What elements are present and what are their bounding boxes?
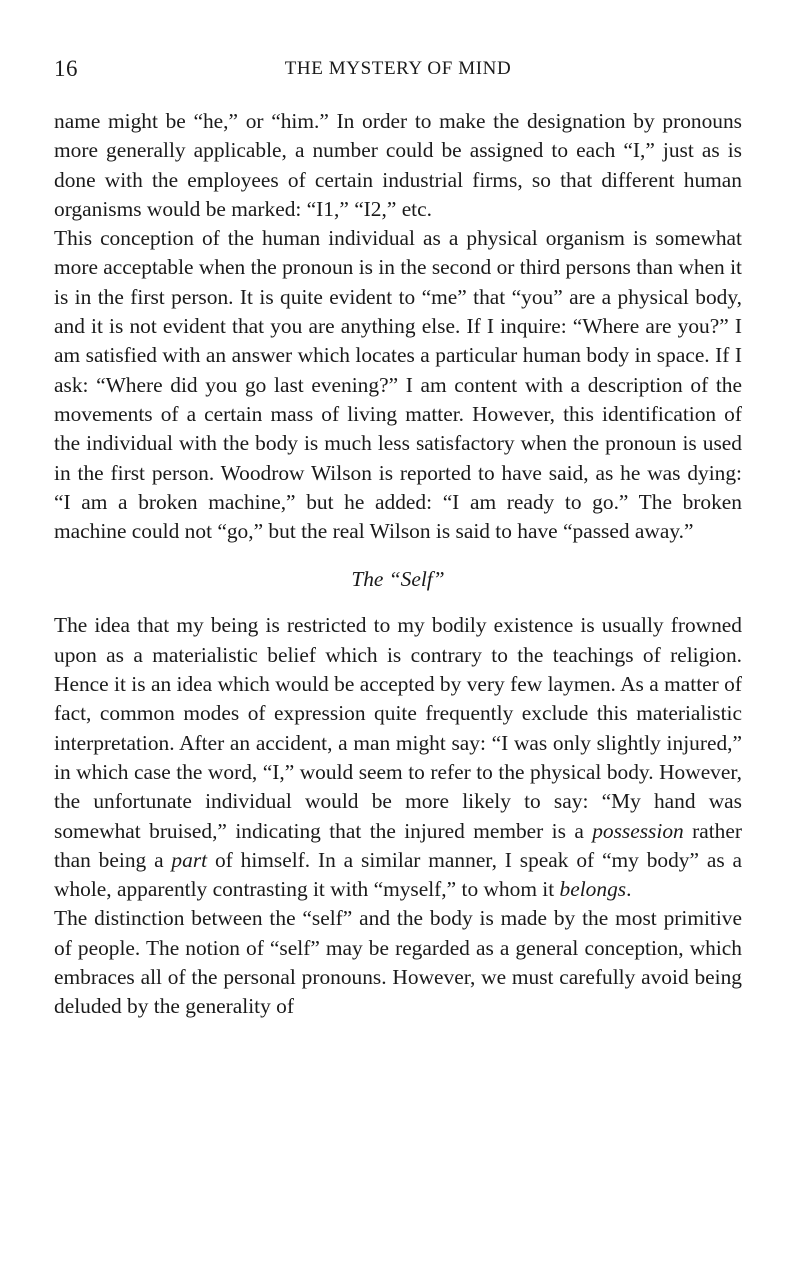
emphasis-part: part <box>171 847 208 872</box>
paragraph-self-text-2: rather than being a <box>54 818 742 872</box>
paragraph-continued: name might be “he,” or “him.” In order to make the designation by pronouns more generally applicable, a number could be assigned to each “I,” just as is done with the employees of certain industrial firms, so that different human organisms would be marked: “I1,” “I2,” etc. <box>54 109 742 221</box>
running-title: THE MYSTERY OF MIND <box>284 58 512 79</box>
emphasis-belongs: belongs <box>559 877 627 902</box>
paragraph-self-text-3: of himself. In a similar manner, I speak of “my body” as a whole, apparently contrasting it with “myself,” to whom it <box>54 847 742 902</box>
running-head <box>54 56 742 86</box>
paragraph-self-text-4: . <box>626 877 632 902</box>
paragraph-pronoun-persons: This conception of the human individual as a physical organism is somewhat more acceptable when the pronoun is in the second or third persons than when it is in the first person. It is quite evident to “me” that “you” are a physical body, and it is not evident that you are anything else. If I inquire: “Where are you?” I am satisfied with an answer which locates a particular human body in space. If I ask: “Where did you go last evening?” I am content with a description of the movements of a certain mass of living matter. However, this identification of the individual with the body is much less satisfactory when the pronoun is used in the first person. Woodrow Wilson is reported to have said, as he was dying: “I am a broken machine,” but he added: “I am ready to go.” The broken machine could not “go,” but the real Wilson is said to have “passed away.” <box>54 226 742 544</box>
page-body <box>54 107 742 1022</box>
emphasis-possession: possession <box>592 818 684 843</box>
paragraph-self-text-1: The idea that my being is restricted to my bodily existence is usually frowned upon as a materialistic belief which is contrary to the teachings of religion. Hence it is an idea which would be accepted by very few laymen. As a matter of fact, common modes of expression quite frequently exclude this materialistic interpretation. After an accident, a man might say: “I was only slightly injured,” in which case the word, “I,” would seem to refer to the physical body. However, the unfortunate individual would be more likely to say: “My hand was somewhat bruised,” indicating that the injured member is a <box>54 613 742 843</box>
section-heading: The “Self” <box>351 567 445 592</box>
paragraph-self <box>54 611 742 904</box>
page-number: 16 <box>54 56 78 81</box>
book-page <box>54 56 742 1022</box>
paragraph-distinction: The distinction between the “self” and the body is made by the most primitive of people. The notion of “self” may be regarded as a general conception, which embraces all of the personal pronouns. However, we must carefully avoid being deluded by the generality of <box>54 906 742 1019</box>
